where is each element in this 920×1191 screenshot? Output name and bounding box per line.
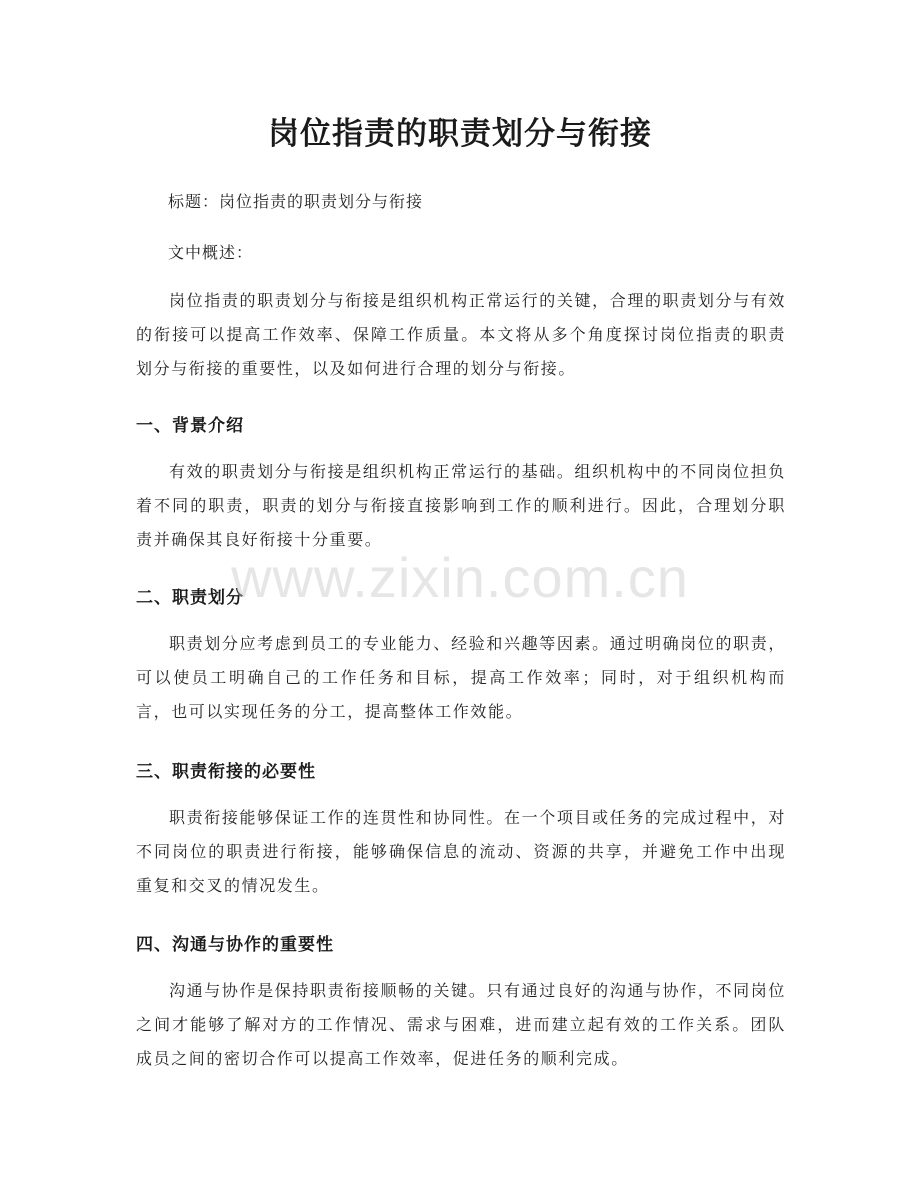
overview-label: 文中概述： — [168, 243, 254, 262]
section-body-background: 有效的职责划分与衔接是组织机构正常运行的基础。组织机构中的不同岗位担负着不同的职责，职责的划分与衔接直接影响到工作的顺利进行。因此，合理划分职责并确保其良好衔接十分重要。 — [136, 462, 786, 549]
section-heading-connection: 三、职责衔接的必要性 — [136, 762, 316, 782]
intro-paragraph: 岗位指责的职责划分与衔接是组织机构正常运行的关键，合理的职责划分与有效的衔接可以提高工作效率、保障工作质量。本文将从多个角度探讨岗位指责的职责划分与衔接的重要性，以及如何进行合理的划分与衔接。 — [136, 291, 786, 378]
watermark-text: www.zixin.com.cn — [231, 546, 689, 609]
section-heading-background: 一、背景介绍 — [136, 416, 244, 436]
section-body-division: 职责划分应考虑到员工的专业能力、经验和兴趣等因素。通过明确岗位的职责，可以使员工明确自己的工作任务和目标，提高工作效率；同时，对于组织机构而言，也可以实现任务的分工，提高整体工作效能。 — [136, 634, 786, 721]
section-body-connection: 职责衔接能够保证工作的连贯性和协同性。在一个项目或任务的完成过程中，对不同岗位的职责进行衔接，能够确保信息的流动、资源的共享，并避免工作中出现重复和交叉的情况发生。 — [136, 808, 786, 895]
section-body-communication: 沟通与协作是保持职责衔接顺畅的关键。只有通过良好的沟通与协作，不同岗位之间才能够了解对方的工作情况、需求与困难，进而建立起有效的工作关系。团队成员之间的密切合作可以提高工作效率，促进任务的顺利完成。 — [136, 981, 786, 1068]
section-heading-division: 二、职责划分 — [136, 588, 244, 608]
subtitle-line: 标题：岗位指责的职责划分与衔接 — [168, 192, 424, 211]
section-heading-communication: 四、沟通与协作的重要性 — [136, 935, 334, 955]
document-title: 岗位指责的职责划分与衔接 — [268, 116, 652, 152]
